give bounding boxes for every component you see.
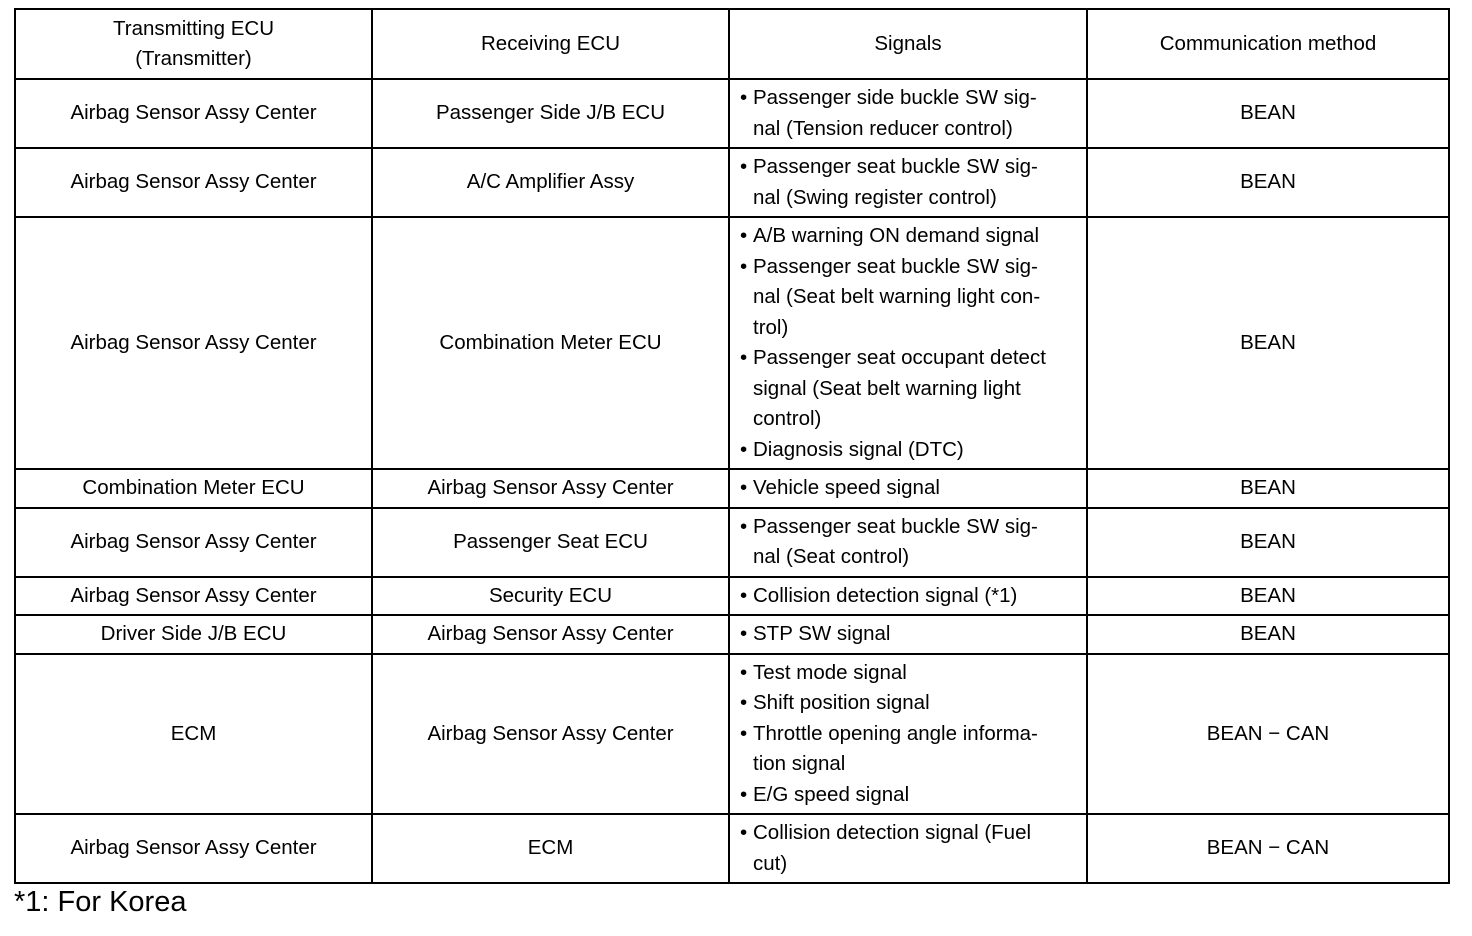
transmitting-ecu-cell: Airbag Sensor Assy Center (15, 79, 372, 148)
communication-method-cell: BEAN − CAN (1087, 654, 1449, 815)
bullet-icon: • (740, 691, 748, 714)
bullet-icon: • (740, 721, 748, 745)
receiving-ecu-cell: ECM (372, 814, 729, 883)
signals-cell (729, 615, 1087, 654)
bullet-icon: • (740, 86, 748, 109)
header-receiving-ecu: Receiving ECU (372, 9, 729, 79)
bullet-icon: • (740, 660, 748, 684)
receiving-ecu-cell: Passenger Seat ECU (372, 508, 729, 577)
receiving-ecu-cell: Security ECU (372, 577, 729, 616)
signal-item (740, 688, 1074, 719)
transmitting-ecu-cell: Driver Side J/B ECU (15, 615, 372, 654)
header-communication-method: Communication method (1087, 9, 1449, 79)
header-transmitting-ecu-line2: (Transmitter) (135, 47, 252, 70)
receiving-ecu-cell: Airbag Sensor Assy Center (372, 615, 729, 654)
transmitting-ecu-cell: Airbag Sensor Assy Center (15, 508, 372, 577)
signal-text: Test mode signal (753, 660, 907, 684)
table-row (15, 654, 1449, 815)
bullet-icon: • (740, 224, 748, 247)
communication-method-cell: BEAN (1087, 577, 1449, 616)
header-row (15, 9, 1449, 79)
signals-cell (729, 508, 1087, 577)
receiving-ecu-cell: Airbag Sensor Assy Center (372, 469, 729, 508)
signal-text: STP SW signal (753, 622, 891, 645)
communication-method-cell: BEAN (1087, 79, 1449, 148)
signal-item (740, 343, 1074, 435)
header-transmitting-ecu (15, 9, 372, 79)
transmitting-ecu-cell: Airbag Sensor Assy Center (15, 577, 372, 616)
table-row (15, 469, 1449, 508)
receiving-ecu-cell: Passenger Side J/B ECU (372, 79, 729, 148)
signals-cell (729, 469, 1087, 508)
signal-text: Passenger seat occupant detect signal (Seat belt warning light control) (753, 346, 1046, 430)
table-row (15, 814, 1449, 883)
transmitting-ecu-cell: Combination Meter ECU (15, 469, 372, 508)
signal-text: A/B warning ON demand signal (753, 224, 1040, 247)
signal-text: Vehicle speed signal (753, 476, 940, 499)
bullet-icon: • (740, 821, 748, 844)
signal-text: Passenger seat buckle SW sig- nal (Seat control) (753, 514, 1038, 568)
signal-item (740, 152, 1074, 213)
signal-text: Collision detection signal (Fuel cut) (753, 821, 1032, 875)
table-row (15, 615, 1449, 654)
communication-method-cell: BEAN (1087, 217, 1449, 469)
signals-cell (729, 217, 1087, 469)
table-row (15, 79, 1449, 148)
transmitting-ecu-cell: ECM (15, 654, 372, 815)
receiving-ecu-cell: A/C Amplifier Assy (372, 148, 729, 217)
signal-text: E/G speed signal (753, 782, 910, 806)
signal-item (740, 619, 1074, 650)
bullet-icon: • (740, 476, 748, 499)
receiving-ecu-cell: Combination Meter ECU (372, 217, 729, 469)
bullet-icon: • (740, 782, 748, 806)
transmitting-ecu-cell: Airbag Sensor Assy Center (15, 814, 372, 883)
table-row (15, 577, 1449, 616)
signal-text: Collision detection signal (*1) (753, 583, 1018, 607)
table-body (15, 79, 1449, 883)
signals-cell (729, 654, 1087, 815)
header-signals: Signals (729, 9, 1087, 79)
communication-method-cell: BEAN (1087, 148, 1449, 217)
bullet-icon: • (740, 346, 748, 369)
signal-item (740, 780, 1074, 811)
signals-cell (729, 577, 1087, 616)
header-transmitting-ecu-line1: Transmitting ECU (113, 16, 274, 40)
signal-text: Diagnosis signal (DTC) (753, 437, 964, 461)
signal-item (740, 658, 1074, 689)
signal-item (740, 818, 1074, 879)
signal-item (740, 83, 1074, 144)
signal-item (740, 581, 1074, 612)
signal-item (740, 473, 1074, 504)
signal-text: Passenger side buckle SW sig- nal (Tension reducer control) (753, 86, 1037, 140)
signal-item (740, 252, 1074, 344)
signal-text: Shift position signal (753, 691, 930, 714)
signal-item (740, 719, 1074, 780)
bullet-icon: • (740, 437, 748, 461)
table-row (15, 148, 1449, 217)
signals-cell (729, 79, 1087, 148)
communication-table (14, 8, 1450, 884)
signal-text: Throttle opening angle informa- tion signal (753, 721, 1038, 775)
signals-cell (729, 148, 1087, 217)
bullet-icon: • (740, 254, 748, 278)
signals-cell (729, 814, 1087, 883)
bullet-icon: • (740, 155, 748, 178)
bullet-icon: • (740, 514, 748, 538)
table-row (15, 217, 1449, 469)
footnote: *1: For Korea (14, 886, 187, 918)
signal-text: Passenger seat buckle SW sig- nal (Swing register control) (753, 155, 1038, 209)
signal-item (740, 221, 1074, 252)
signal-item (740, 435, 1074, 466)
table-row (15, 508, 1449, 577)
communication-method-cell: BEAN (1087, 508, 1449, 577)
communication-method-cell: BEAN (1087, 615, 1449, 654)
receiving-ecu-cell: Airbag Sensor Assy Center (372, 654, 729, 815)
signal-item (740, 512, 1074, 573)
signal-text: Passenger seat buckle SW sig- nal (Seat belt warning light con- trol) (753, 254, 1041, 339)
bullet-icon: • (740, 583, 748, 607)
communication-method-cell: BEAN (1087, 469, 1449, 508)
bullet-icon: • (740, 622, 748, 645)
communication-method-cell: BEAN − CAN (1087, 814, 1449, 883)
transmitting-ecu-cell: Airbag Sensor Assy Center (15, 217, 372, 469)
transmitting-ecu-cell: Airbag Sensor Assy Center (15, 148, 372, 217)
